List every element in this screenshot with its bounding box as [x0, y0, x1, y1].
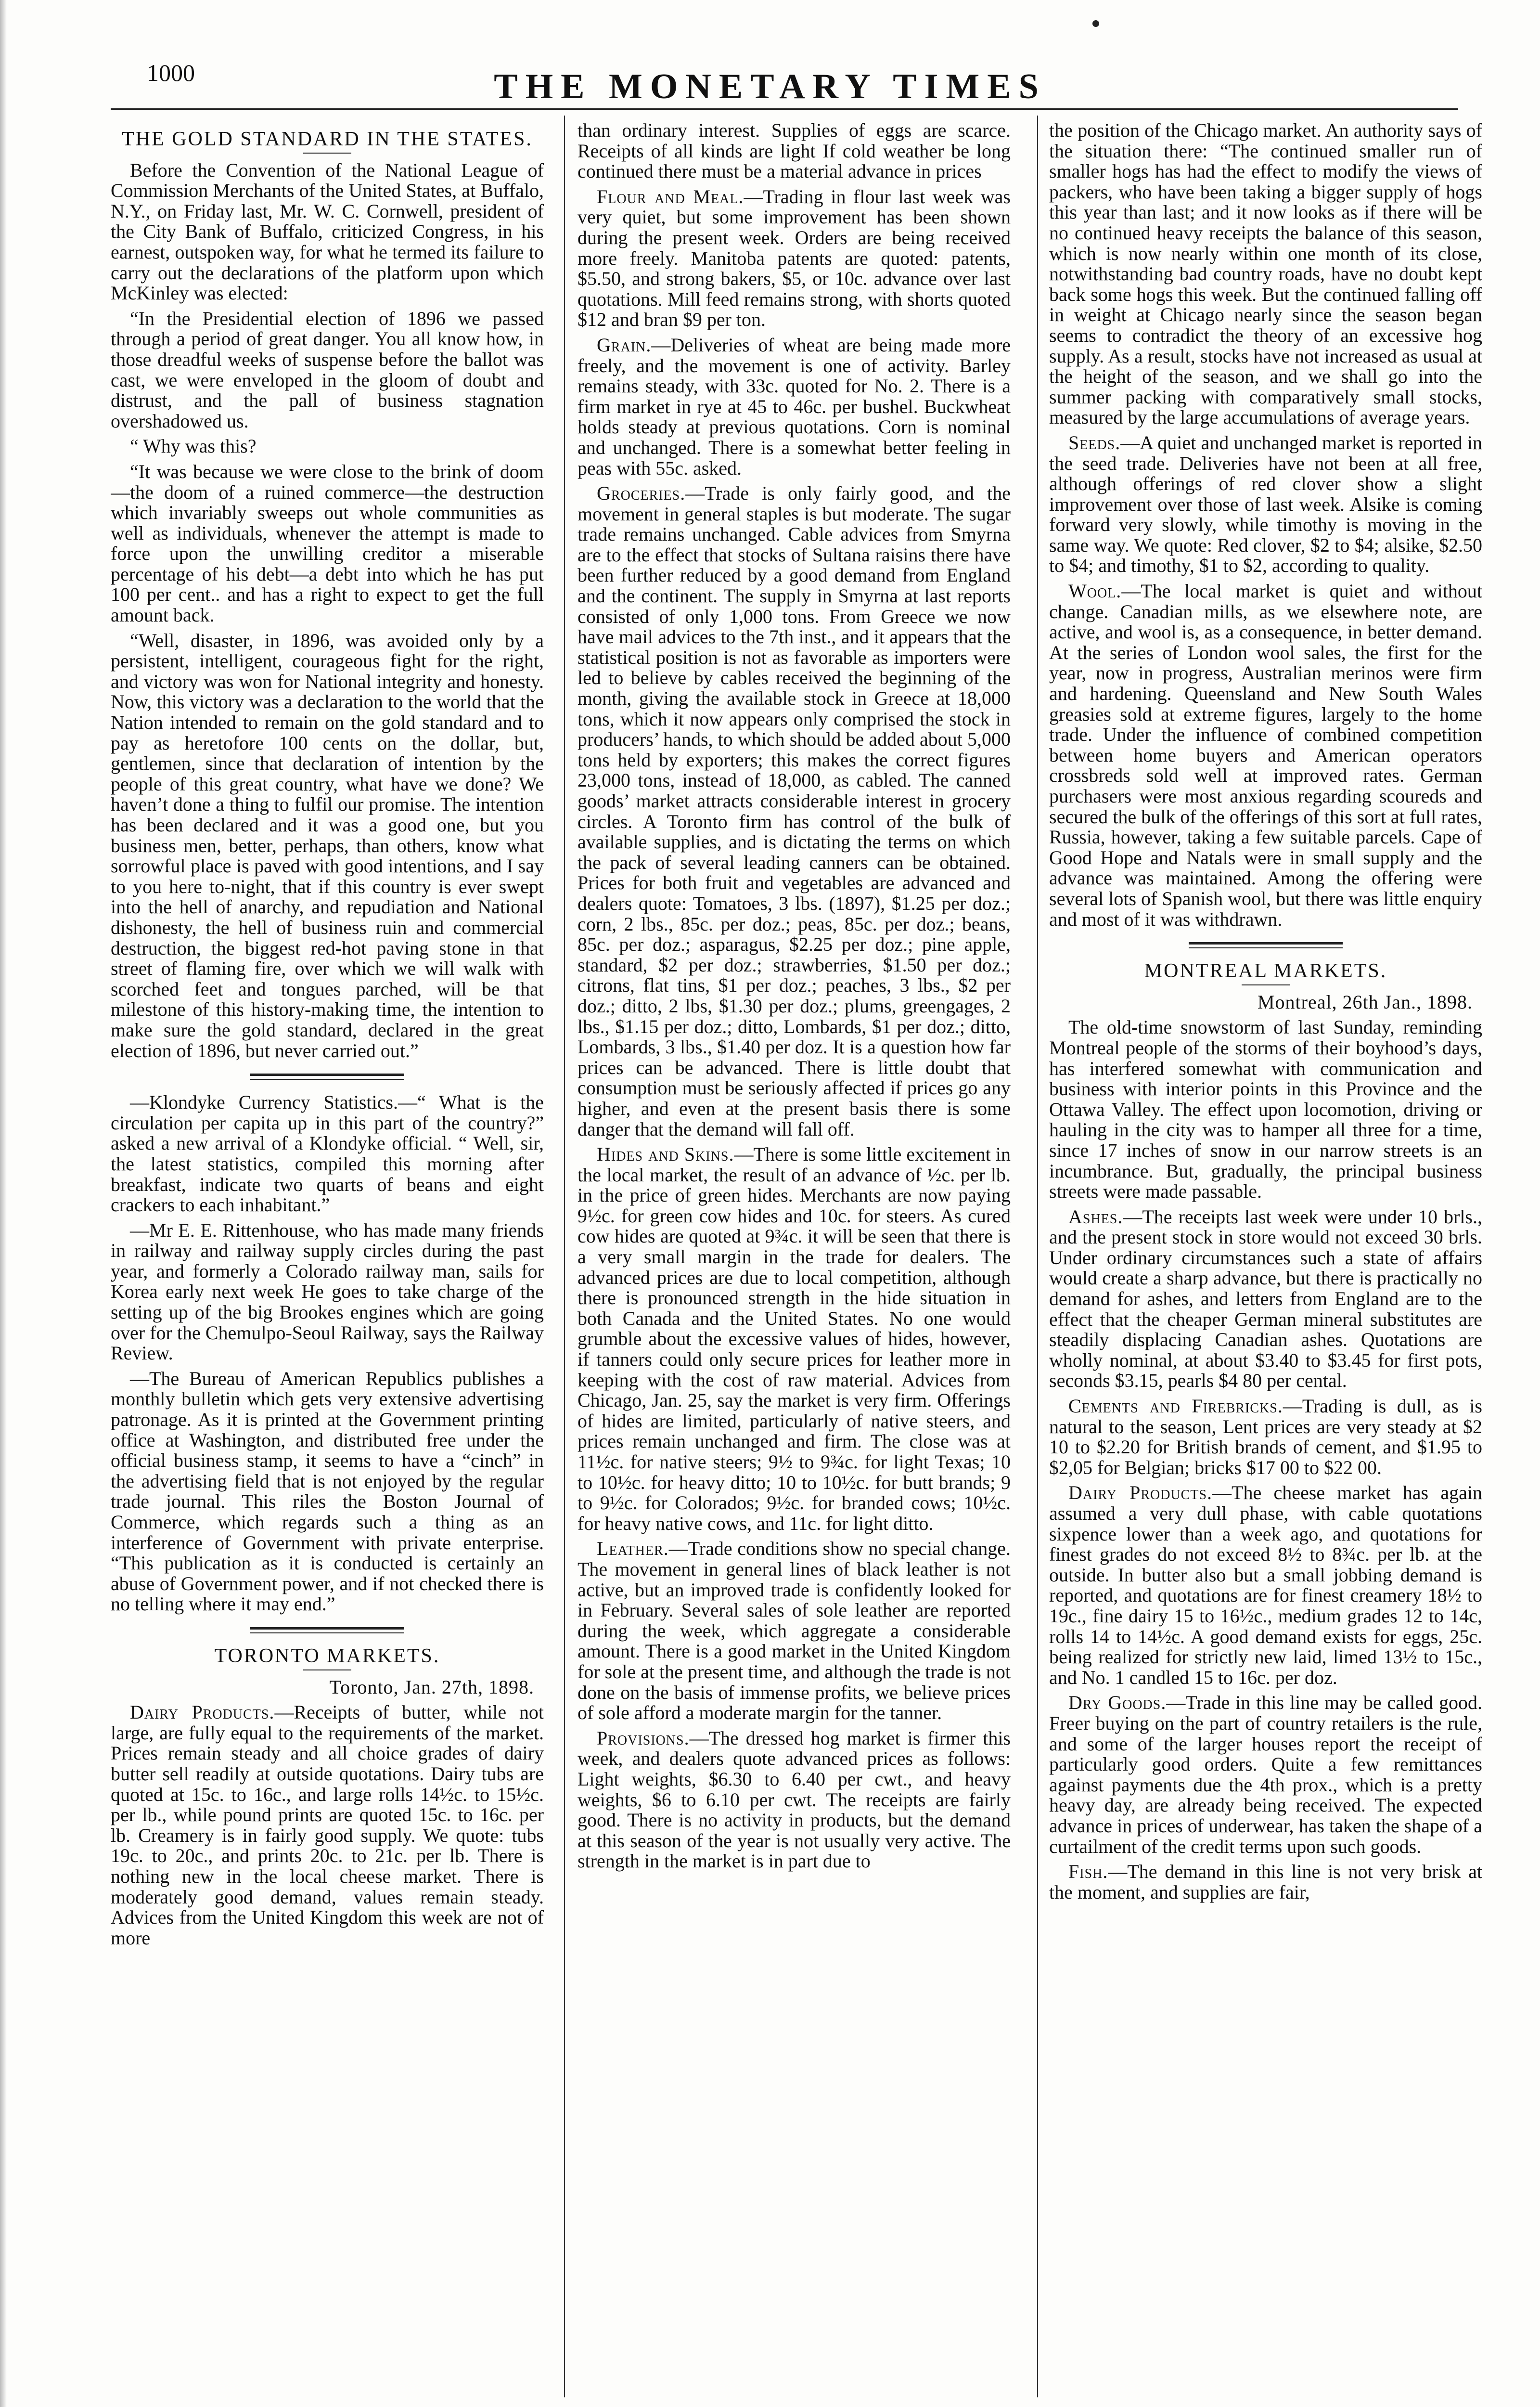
run-in-head: Provisions. [597, 1727, 690, 1749]
paragraph: —Mr E. E. Rittenhouse, who has made many friends in railway and railway supply circles during the past year, and formerly a Colorado railway man, sails for Korea early next week He goes to take charge of the setting up of the big Brookes engines which are going over for the Chemulpo-Seoul Railway, says the Railway Review. [111, 1219, 544, 1364]
paragraph-text: —The cheese market has again assumed a very dull phase, with cable quotations sixpence lower than a week ago, and quotations for finest grades do not exceed 8½ to 8¾c. per lb. at the outside. In butter also but a small jobbing demand is reported, and quotations are for finest creamery 18½ to 19c., fine dairy 15 to 16½c., medium grades 12 to 14c, rolls 14 to 14½c. A good demand exists for eggs, 25c. being realized for strictly new laid, limed 13½ to 15c., and No. 1 candled 15 to 16c. per doz. [1049, 1482, 1482, 1688]
paragraph: —Klondyke Currency Statistics.—“ What is the circulation per capita up in this part of the country?” asked a new arrival of a Klondyke official. “ Well, sir, the latest statistics, compiled this morning after breakfast, indicate two quarts of beans and eight crackers to each inhabitant.” [111, 1091, 544, 1216]
paragraph [578, 1144, 1011, 1534]
run-in-head: Wool. [1068, 580, 1122, 602]
paragraph: Before the Convention of the National League of Commission Merchants of the United States, at Buffalo, N.Y., on Friday last, Mr. W. C. Cornwell, president of the City Bank of Buffalo, criticized Congress, in his earnest, outspoken way, for what he termed its failure to carry out the declarations of the platform upon which McKinley was elected: [111, 159, 544, 304]
run-in-head: Grain. [597, 334, 652, 356]
paragraph [578, 187, 1011, 330]
paragraph-text: —The receipts last week were under 10 brls., and the present stock in store would not exceed 30 brls. Under ordinary circumstances such a state of affairs would create a sharp advance, but there is practically no demand for ashes, and letters from England are to the effect that the cheaper German mineral substitutes are steadily displacing Canadian ashes. Quotations are wholly nominal, at about $3.40 to $3.45 for first pots, seconds $3.15, pearls $4 80 per cental. [1049, 1205, 1482, 1392]
paragraph: “ Why was this? [130, 435, 257, 457]
paragraph-text: —Trading is dull, as is natural to the season, Lent prices are very steady at $2 10 to $2.20 for British brands of cement, and $1.95 to $2,05 for Belgian; bricks $17 00 to $22 00. [1049, 1395, 1482, 1478]
paragraph-text: —A quiet and unchanged market is reported in the seed trade. Deliveries have not been at all free, although offerings of red clover show a slight improvement over those of last week. Alsike is coming forward very slowly, while timothy is moving in the same way. We quote: Red clover, $2 to $4; alsike, $2.50 to $4; and timothy, $1 to $2, according to quality. [1049, 431, 1482, 577]
paragraph-text: —The dressed hog market is firmer this week, and dealers quote advanced prices as follows: Light weights, $6.30 to 6.40 per cwt., and heavy weights, $6 to 6.10 per cwt. The receipts are fairly good. There is no activity in products, but the demand at this season of the year is not usually very active. The strength in the market is in part due to [578, 1727, 1011, 1872]
paragraph: —The Bureau of American Republics publishes a monthly bulletin which gets very extensive advertising patronage. As it is printed at the Government printing office at Washington, and distributed free under the official business stamp, it seems to have a “cinch” in the advertising field that is not enjoyed by the regular trade journal. This riles the Boston Journal of Commerce, which regards such a thing as an interference of Government with private enterprise. “This publication as it is conducted is certainly an abuse of Government power, and if not checked there is no telling where it may end.” [111, 1367, 544, 1615]
column-right [1049, 120, 1482, 2397]
paragraph [1049, 581, 1482, 930]
paragraph-text: —Trade is only fairly good, and the movement in general staples is but moderate. The sugar trade remains unchanged. Cable advices from Smyrna are to the effect that stocks of Sultana raisins there have been further reduced by a good demand from England and the continent. The supply in Smyrna at last reports consisted of only 1,000 tons. From Greece we now have mail advices to the 7th inst., and it appears that the statistical position is not as favorable as importers were led to believe by cables received the beginning of the month, giving the available stock in Greece at 18,000 tons, which it now appears only comprised the stock in producers’ hands, to which should be added about 5,000 tons held by exporters; this makes the correct figures 23,000 tons, instead of 18,000, as cabled. The canned goods’ market attracts considerable interest in grocery circles. A Toronto firm has control of the bulk of available supplies, and is dictating the terms on which the pack of several leading canners can be obtained. Prices for both fruit and vegetables are advanced and dealers quote: Tomatoes, 3 lbs. (1897), $1.25 per doz.; corn, 2 lbs., 85c. per doz.; peas, 85c. per doz.; beans, 85c. per doz.; asparagus, $2.25 per doz.; pine apple, standard, $2 per doz.; strawberries, $1.50 per doz.; citrons, flat tins, $1 per doz.; peaches, 3 lbs., $2 per doz.; ditto, 2 lbs, $1.30 per doz.; plums, greengages, 2 lbs., $1.15 per doz.; ditto, Lombards, $1 per doz.; ditto, Lombards, 3 lbs., $1.40 per doz. It is a question how far prices can be advanced. There is little doubt that consumption must be seriously affected if prices go any higher, and even at the present basis there is some danger that the demand will fall off. [578, 482, 1011, 1140]
paragraph-text: —Trade conditions show no special change. The movement in general lines of black leather is not active, but an improved trade is confidently looked for in February. Several sales of sole leather are reported during the week, which aggregate a considerable amount. There is a good market in the United Kingdom for sole at the present time, and although the trade is not done on the basis of immense profits, we believe prices of sole afford a moderate margin for the tanner. [578, 1538, 1011, 1724]
title-rule [303, 153, 351, 154]
paragraph-text: —There is some little excitement in the local market, the result of an advance of ½c. per lb. in the price of green hides. Merchants are now paying 9½c. for green cow hides and 10c. for steers. As cured cow hides are quoted at 9¾c. it will be seen that there is a very small margin in the trade for dealers. The advanced prices are due to local competition, although there is pronounced strength in the hide situation in both Canada and the United States. No one would grumble about the excessive values of hides, however, if tanners could only secure prices for leather more in keeping with the cost of raw material. Advices from Chicago, Jan. 25, say the market is very firm. Offerings of hides are limited, particularly of native steers, and prices remain unchanged and firm. The close was at 11½c. for native steers; 9½ to 9¾c. for light Texas; 10 to 10½c. for heavy ditto; 10 to 10½c. for butt brands; 9 to 9½c. for Colorados; 9½c. for branded cows; 10½c. for heavy native cows, and 11c. for light ditto. [578, 1143, 1011, 1534]
dateline: Montreal, 26th Jan., 1898. [1257, 991, 1473, 1013]
paragraph-text: —The demand in this line is not very brisk at the moment, and supplies are fair, [1049, 1861, 1482, 1903]
paragraph: “In the Presidential election of 1896 we passed through a period of great danger. You all know how, in those dreadful weeks of suspense before the ballot was cast, we were enveloped in the gloom of doubt and distrust, and the pall of business stagnation overshadowed us. [111, 307, 544, 432]
section-title: MONTREAL MARKETS. [1144, 960, 1387, 983]
run-in-head: Ashes. [1068, 1205, 1123, 1228]
paragraph-text: —Deliveries of wheat are being made more freely, and the movement is one of activity. Barley remains steady, with 33c. quoted for No. 2. There is a firm market in rye at 45 to 46c. per bushel. Buckwheat holds steady at previous quotations. Corn is nominal and unchanged. There is a somewhat better feeling in peas with 55c. asked. [578, 334, 1011, 479]
paragraph [1049, 1207, 1482, 1391]
journal-title: THE MONETARY TIMES [494, 67, 1046, 106]
article-title: THE GOLD STANDARD IN THE STATES. [122, 128, 533, 150]
column-middle [578, 120, 1011, 2397]
run-in-head: Fish. [1068, 1861, 1108, 1883]
run-in-head: Dairy Products. [130, 1701, 275, 1723]
run-in-head: Leather. [597, 1538, 669, 1560]
paragraph [578, 1728, 1011, 1872]
paragraph [1049, 433, 1482, 576]
paragraph [1049, 1396, 1482, 1478]
paragraph-text: —Receipts of butter, while not large, are fully equal to the requirements of the market. Prices remain steady and all choice grades of dairy butter sell readily at outside quotations. Dairy tubs are quoted at 15c. to 16c., and large rolls 14½c. to 15½c. per lb., while pound prints are quoted 15c. to 16c. per lb. Creamery is in fairly good supply. We quote: tubs 19c. to 20c., and prints 20c. to 21c. per lb. There is nothing new in the local cheese market. There is moderately good demand, values remain steady. Advices from the United Kingdom this week are not of more [111, 1701, 544, 1949]
section-rule [1189, 942, 1343, 948]
run-in-head: Seeds. [1068, 431, 1121, 453]
run-in-head: Flour and Meal. [597, 185, 744, 207]
section-rule [250, 1627, 404, 1633]
page-number: 1000 [147, 59, 195, 86]
run-in-head: Dairy Products. [1068, 1482, 1213, 1504]
paragraph [1049, 1862, 1482, 1902]
paragraph: “It was because we were close to the brink of doom—the doom of a ruined commerce—the destruction which invariably sweeps out whole communities as well as individuals, whenever the attempt is made to force upon the unwilling creditor a miserable percentage of his debt—a debt into which he has put 100 per cent.. and has a right to expect to get the full amount back. [111, 460, 544, 626]
section-rule [250, 1074, 404, 1080]
paragraph-text: —The local market is quiet and without change. Canadian mills, as we elsewhere note, are active, and wool is, as a consequence, in better demand. At the series of London wool sales, the first for the year, now in progress, Australian merinos were firm and hardening. Queensland and New South Wales greasies sold at extreme figures, largely to the home trade. Under the influence of combined competition between home buyers and American operators crossbreds sold well at improved rates. German purchasers were most anxious regarding scoureds and secured the bulk of the offerings of this sort at full rates, Russia, however, taking a few suitable parcels. Cape of Good Hope and Natals were in small supply and the advance was maintained. Among the offering were several lots of Spanish wool, but there was little enquiry and most of it was withdrawn. [1049, 580, 1482, 930]
dateline: Toronto, Jan. 27th, 1898. [329, 1676, 534, 1698]
paragraph: The old-time snowstorm of last Sunday, reminding Montreal people of the storms of their boyhood’s days, has interfered somewhat with communication and business with interior points in this Province and the Ottawa Valley. The effect upon locomotion, driving or hauling in the city was to hamper all three for a time, since 17 inches of snow in our narrow streets is an incumbrance. But, gradually, the principal business streets were made passable. [1049, 1016, 1482, 1203]
run-in-head: Cements and Firebricks. [1068, 1395, 1283, 1417]
title-rule [1242, 984, 1290, 985]
column-divider [564, 116, 565, 2397]
paragraph-text: —Trade in this line may be called good. Freer buying on the part of country retailers is the rule, and some of the larger houses report the receipt of particularly good orders. Quite a few remittances against payments due the 4th prox., which is a pretty heavy day, are already being received. The expected advance in prices of underwear, has taken the shape of a curtailment of the credit terms upon such goods. [1049, 1692, 1482, 1857]
column-divider [1037, 116, 1038, 2397]
column-left [111, 120, 544, 2397]
paragraph [578, 483, 1011, 1139]
paragraph: “Well, disaster, in 1896, was avoided only by a persistent, intelligent, courageous fight for the right, and victory was won for National integrity and honesty. Now, this victory was a declaration to the world that the Nation intended to remain on the gold standard and to pay as heretofore 100 cents on the dollar, but, gentlemen, since that declaration of intention by the people of this great country, what have we done? We haven’t done a thing to fulfil our promise. The intention has been declared and it was a good one, but you business men, better, perhaps, than others, know what sorrowful place is paved with good intentions, and I say to you here to-night, that if this country is ever swept into the hell of anarchy, and repudiation and National dishonesty, the hell of business ruin and commercial destruction, the biggest red-hot paving stone in that street of flaming fire, over which we will walk with scorched feet and tongues parched, will be that milestone of this history-making time, the intention to make sure the gold standard, declared in the great election of 1896, but never carried out.” [111, 629, 544, 1061]
section-title: TORONTO MARKETS. [214, 1644, 440, 1667]
paragraph: than ordinary interest. Supplies of eggs are scarce. Receipts of all kinds are light If cold weather be long continued there must be a material advance in prices [578, 120, 1011, 182]
header-rule [111, 108, 1458, 110]
page-edge [0, 0, 7, 2407]
run-in-head: Hides and Skins. [597, 1143, 734, 1165]
paragraph [111, 1702, 544, 1948]
run-in-head: Groceries. [597, 482, 686, 505]
masthead [0, 0, 1540, 106]
paragraph [578, 1539, 1011, 1723]
paragraph [1049, 1483, 1482, 1688]
paragraph-text: —Trading in flour last week was very quiet, but some improvement has been shown during the present week. Orders are being received more freely. Manitoba patents are quoted: patents, $5.50, and strong bakers, $5, or 10c. advance over last quotations. Mill feed remains strong, with shorts quoted $12 and bran $9 per ton. [578, 185, 1011, 331]
title-rule [303, 1669, 351, 1670]
paragraph [1049, 1693, 1482, 1857]
paragraph [578, 335, 1011, 479]
run-in-head: Dry Goods. [1068, 1692, 1167, 1714]
paragraph: the position of the Chicago market. An authority says of the situation there: “The continued smaller run of smaller hogs has had the effect to modify the views of packers, who have been taking a bigger supply of hogs this year than last; and it now looks as if there will be no continued heavy receipts the balance of this season, which is now nearly within one month of its close, notwithstanding bad country roads, have no doubt kept back some hogs this week. But the continued falling off in weight at Chicago nearly since the season began seems to contradict the theory of an excessive hog supply. As a result, stocks have not increased as usual at the height of the season, and we shall go into the summer packing with comparatively small stocks, measured by the large accumulations of average years. [1049, 120, 1482, 428]
